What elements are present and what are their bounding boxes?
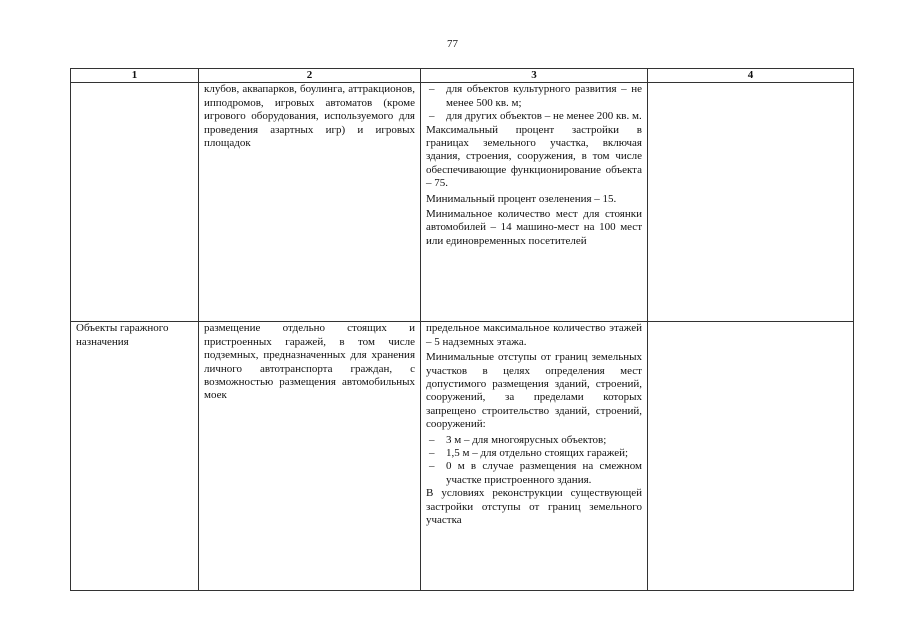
table-row bbox=[71, 322, 854, 591]
parameters-cell bbox=[421, 83, 648, 322]
use-description-cell: клубов, аквапарков, боулинга, аттракционов, ипподромов, игровых автоматов (кроме игрового оборудования, используемого для проведения азартных игр) и игровых площадок bbox=[199, 83, 421, 322]
parameter-paragraph: В условиях реконструкции существующей застройки отступы от границ земельного участка bbox=[426, 487, 642, 527]
parameter-paragraph: Минимальное количество мест для стоянки автомобилей – 14 машино-мест на 100 мест или единовременных посетителей bbox=[426, 208, 642, 247]
list-item: – 1,5 м – для отдельно стоящих гаражей; bbox=[429, 447, 629, 460]
use-description-cell: размещение отдельно стоящих и пристроенных гаражей, в том числе подземных, предназначенных для хранения личного автотранспорта граждан, с возможностью размещения автомобильных моек bbox=[199, 322, 421, 591]
list-item: – 3 м – для многоярусных объектов; bbox=[429, 433, 607, 446]
table-row bbox=[71, 83, 854, 322]
notes-cell bbox=[648, 322, 854, 591]
parameter-paragraph: Минимальный процент озеленения – 15. bbox=[426, 192, 617, 205]
list-item: – для объектов культурного развития – не менее 500 кв. м; bbox=[429, 83, 642, 109]
parameter-paragraph: предельное максимальное количество этажей – 5 надземных этажа. bbox=[426, 322, 642, 348]
list-item: – 0 м в случае размещения на смежном участке пристроенного здания. bbox=[429, 460, 642, 486]
parameter-paragraph: Максимальный процент застройки в границах земельного участка, включая здания, строения, сооружения, в том числе обеспечивающие функционирование объекта – 75. bbox=[426, 123, 642, 190]
list-item: – для других объектов – не менее 200 кв. м. bbox=[429, 110, 642, 123]
notes-cell bbox=[648, 83, 854, 322]
parameter-paragraph: Минимальные отступы от границ земельных участков в целях определения мест допустимого размещения зданий, строений, сооружений, за пределами которых запрещено строительство зданий, строений, сооружений: bbox=[426, 351, 642, 431]
column-header-2: 2 bbox=[199, 69, 421, 83]
table-header-row bbox=[71, 69, 854, 83]
regulations-table bbox=[70, 68, 854, 591]
object-type-cell bbox=[71, 83, 199, 322]
parameters-cell bbox=[421, 322, 648, 591]
column-header-3: 3 bbox=[421, 69, 648, 83]
column-header-4: 4 bbox=[648, 69, 854, 83]
column-header-1: 1 bbox=[71, 69, 199, 83]
page-number: 77 bbox=[447, 38, 458, 50]
object-type-cell: Объекты гаражного назначения bbox=[71, 322, 199, 591]
